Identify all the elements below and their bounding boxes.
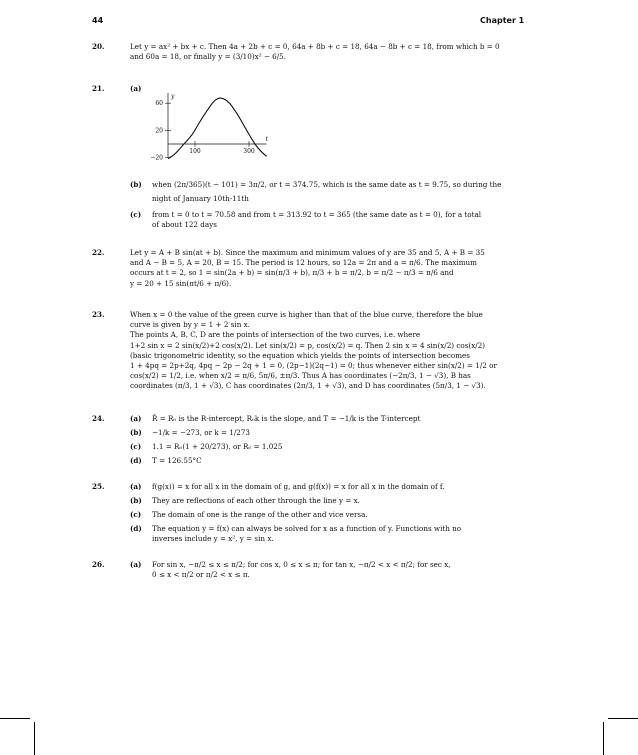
part-label: (a) — [130, 414, 142, 423]
chapter-title: Chapter 1 — [480, 16, 525, 25]
part-label: (b) — [130, 496, 142, 505]
problem-number: 24. — [92, 414, 105, 423]
part-text: f(g(x)) = x for all x in the domain of g, and g(f(x)) = x for all x in the domain of f. — [152, 482, 445, 491]
text-line: of about 122 days — [152, 220, 217, 230]
text-line: 0 ≤ x < π/2 or π/2 < x ≤ π. — [152, 570, 250, 580]
text-line: (basic trigonometric identity, so the equation which yields the points of intersection becomes — [130, 350, 470, 360]
problem-number: 22. — [92, 248, 105, 257]
page-number: 44 — [92, 16, 104, 25]
part-label: (a) — [130, 560, 142, 569]
part-text — [152, 560, 536, 580]
text-line: occurs at t = 2, so 1 = sin(2a + b) = sin(π/3 + b), π/3 + b = π/2, b = π/2 − π/3 = π/6 and — [130, 268, 454, 278]
text-line: For sin x, −π/2 ≤ x ≤ π/2; for cos x, 0 ≤ x ≤ π; for tan x, −π/2 < x < π/2; for sec x, — [152, 560, 451, 569]
x-tick-label: 300 — [243, 148, 255, 155]
part-label: (d) — [130, 456, 142, 465]
part-text: The domain of one is the range of the other and vice versa. — [152, 510, 368, 519]
text-line: curve is given by y = 1 + 2 sin x. — [130, 320, 250, 330]
problem-24 — [92, 414, 536, 466]
text-line: and A − B = 5, A = 20, B = 15. The period is 12 hours, so 12a = 2π and a = π/6. The maximum — [130, 258, 477, 268]
sinusoid-plot — [92, 84, 536, 168]
part-label: (a) — [130, 84, 142, 93]
crop-mark — [608, 718, 638, 719]
text-line: cos(x/2) = 1/2, i.e. when x/2 = π/6, 5π/6, ±π/3. Thus A has coordinates (−2π/3, 1 − √3), B has — [130, 371, 471, 381]
part-text: −1/k = −273, or k = 1/273 — [152, 428, 250, 437]
text-line: 1 + 4pq = 2p+2q, 4pq − 2p − 2q + 1 = 0, (2p−1)(2q−1) = 0; thus whenever either sin(x/2) = 1/2 or — [130, 361, 497, 371]
problem-26 — [92, 560, 536, 584]
problem-body — [130, 42, 536, 62]
part-label: (c) — [130, 442, 142, 451]
problem-21 — [92, 84, 536, 234]
text-line: Let y = A + B sin(at + b). Since the maximum and minimum values of y are 35 and 5, A + B = 35 — [130, 248, 485, 257]
plot-ticks — [150, 100, 255, 161]
problem-23 — [92, 310, 536, 394]
text-line: inverses include y = x², y = sin x. — [152, 534, 274, 544]
y-tick-label: 60 — [155, 100, 163, 108]
part-c-text — [152, 210, 536, 230]
part-label: (a) — [130, 482, 142, 491]
text-line: when (2π/365)(t − 101) = 3π/2, or t = 374.75, which is the same date as t = 9.75, so during the — [152, 180, 502, 189]
y-tick-label: −20 — [150, 154, 163, 162]
problem-22 — [92, 248, 536, 292]
text-line: When x = 0 the value of the green curve is higher than that of the blue curve, therefore the blue — [130, 310, 483, 319]
problem-number: 20. — [92, 42, 105, 51]
problem-body — [130, 310, 536, 392]
text-line: 1+2 sin x = 2 sin(x/2)+2 cos(x/2). Let sin(x/2) = p, cos(x/2) = q. Then 2 sin x = 4 sin(x/2) cos(x/2) — [130, 340, 486, 350]
part-d-text — [152, 524, 536, 544]
problem-body — [130, 248, 536, 289]
problem-number: 21. — [92, 84, 105, 93]
text-line: and 60a = 18, or finally y = (3/10)x² − 6/5. — [130, 52, 287, 62]
part-text: They are reflections of each other through the line y = x. — [152, 496, 360, 505]
part-b-text — [152, 180, 536, 204]
problem-number: 26. — [92, 560, 105, 569]
part-label: (b) — [130, 428, 142, 437]
crop-mark — [34, 722, 35, 755]
problem-number: 23. — [92, 310, 105, 319]
text-line: The equation y = f(x) can always be solved for x as a function of y. Functions with no — [152, 524, 462, 533]
text-line: from t = 0 to t = 70.58 and from t = 313.92 to t = 365 (the same date as t = 0), for a total — [152, 210, 482, 219]
part-text: T = 126.55°C — [152, 456, 202, 465]
text-line: night of January 10th-11th — [152, 194, 249, 204]
x-tick-label: 100 — [189, 148, 201, 155]
y-axis-label: y — [171, 93, 175, 100]
text-line: The points A, B, C, D are the points of intersection of the two curves, i.e. where — [130, 330, 421, 340]
crop-mark — [603, 722, 604, 755]
part-text: R̂ = R₀ is the R-intercept, R₀k is the slope, and T = −1/k is the T-intercept — [152, 414, 421, 423]
text-line: Let y = ax² + bx + c. Then 4a + 2b + c = 0, 64a + 8b + c = 18, 64a − 8b + c = 18, from which b = 0 — [130, 42, 500, 51]
problem-20 — [92, 42, 536, 66]
text-line: y = 20 + 15 sin(πt/6 + π/6). — [130, 278, 232, 288]
problem-25 — [92, 482, 536, 544]
part-text: 1.1 = R₀(1 + 20/273), or R₀ = 1.025 — [152, 442, 283, 451]
y-tick-label: 20 — [155, 127, 163, 135]
part-label: (c) — [130, 510, 142, 519]
problem-number: 25. — [92, 482, 105, 491]
part-label: (d) — [130, 524, 142, 533]
part-label: (c) — [130, 210, 142, 219]
part-label: (b) — [130, 180, 142, 189]
text-line: coordinates (π/3, 1 + √3), C has coordinates (2π/3, 1 + √3), and D has coordinates (5π/3, 1 − √3). — [130, 381, 486, 391]
crop-mark — [0, 718, 30, 719]
x-axis-label: t — [265, 136, 268, 143]
